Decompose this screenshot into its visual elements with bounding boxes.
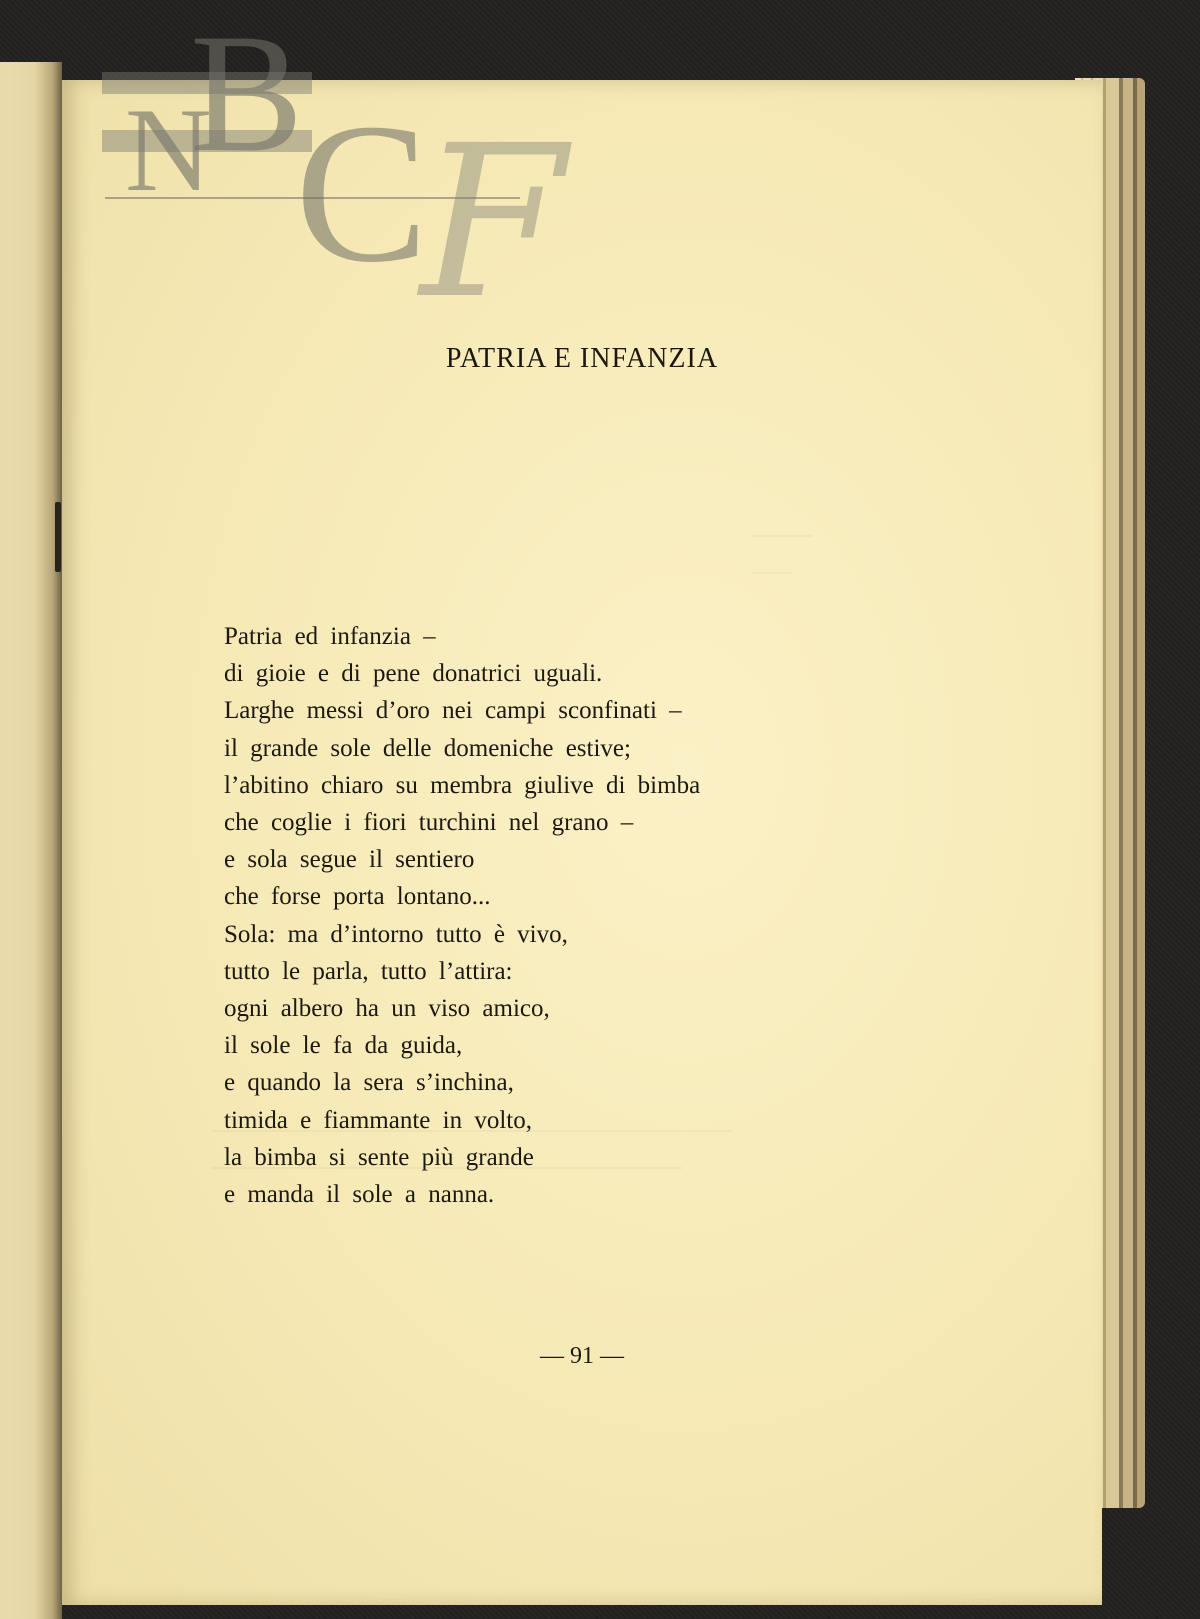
poem-body	[224, 618, 700, 1213]
poem-line: di gioie e di pene donatrici uguali.	[224, 660, 603, 688]
page-number: — 91 —	[540, 1343, 624, 1369]
watermark-bar	[102, 72, 312, 94]
watermark-letter: B	[190, 15, 304, 187]
poem-line: timida e fiammante in volto,	[224, 1106, 532, 1134]
poem-line: la bimba si sente più grande	[224, 1143, 534, 1171]
poem-line: e sola segue il sentiero	[224, 846, 475, 874]
poem-line: e quando la sera s’inchina,	[224, 1069, 514, 1097]
poem-line: che forse porta lontano...	[224, 883, 491, 911]
poem-line: l’abitino chiaro su membra giulive di bimba	[224, 771, 701, 799]
poem-line: il sole le fa da guida,	[224, 1032, 463, 1060]
gutter-mark	[55, 502, 61, 572]
watermark-letter: C	[295, 83, 429, 304]
poem-title: PATRIA E INFANZIA	[445, 343, 719, 374]
poem-line: tutto le parla, tutto l’attira:	[224, 957, 513, 985]
library-watermark-logo	[50, 15, 690, 335]
watermark-letter: F	[420, 100, 566, 335]
poem-line: Larghe messi d’oro nei campi sconfinati –	[224, 697, 682, 725]
watermark-monogram-icon	[50, 15, 690, 335]
poem-line: che coglie i fiori turchini nel grano –	[224, 809, 634, 837]
watermark-letter: N	[125, 83, 212, 216]
poem-line: il grande sole delle domeniche estive;	[224, 734, 631, 762]
poem-line: ogni albero ha un viso amico,	[224, 995, 550, 1023]
poem-line: Patria ed infanzia –	[224, 623, 436, 650]
poem-line: Sola: ma d’intorno tutto è vivo,	[224, 920, 568, 948]
poem-line: e manda il sole a nanna.	[224, 1181, 495, 1209]
watermark-bar	[102, 130, 312, 152]
